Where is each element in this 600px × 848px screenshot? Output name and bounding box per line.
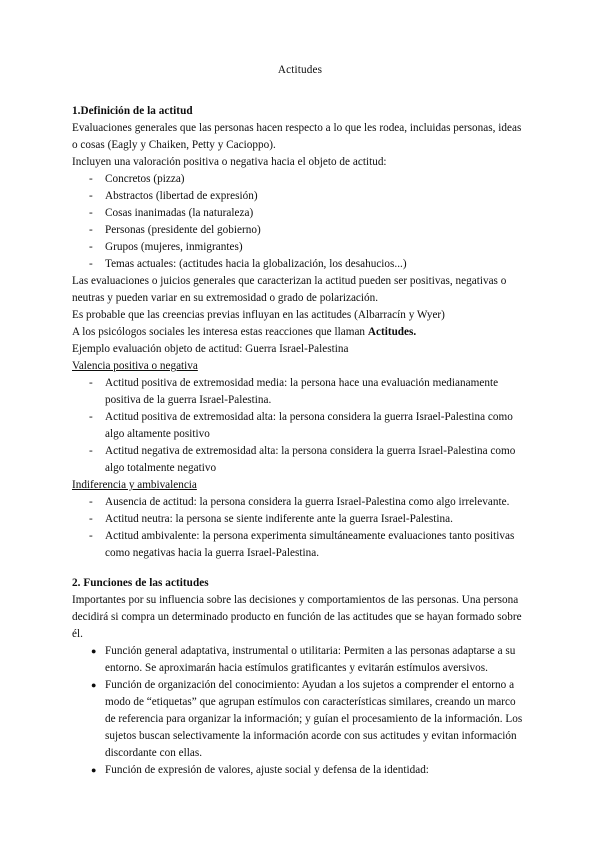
subsection-indiferencia-heading: Indiferencia y ambivalencia: [72, 479, 197, 491]
dash-marker: -: [89, 445, 93, 457]
dash-marker: -: [89, 241, 93, 253]
section-1-heading: 1.Definición de la actitud: [72, 105, 193, 117]
subsection-valencia-list: [72, 375, 528, 477]
dash-marker: -: [89, 258, 93, 270]
list-item-label: Actitud neutra: la persona se siente indiferente ante la guerra Israel-Palestina.: [105, 513, 453, 525]
list-item: [72, 409, 528, 443]
section-1-example-line: Ejemplo evaluación objeto de actitud: Guerra Israel-Palestina: [72, 343, 349, 355]
dash-marker: -: [89, 530, 93, 542]
section-1-paragraph-1: Evaluaciones generales que las personas hacen respecto a lo que les rodea, incluidas personas, ideas o cosas (Eagly y Chaiken, Petty y Cacioppo).: [72, 122, 522, 151]
section-2-paragraph-1: Importantes por su influencia sobre las decisiones y comportamientos de las personas. Una persona decidirá si compra un determinado producto en función de las actitudes que se hayan formado sobre él.: [72, 594, 522, 640]
section-2-functions-list: [72, 643, 528, 779]
list-item-label: Actitud positiva de extremosidad media: la persona hace una evaluación medianamente positiva de la guerra Israel-Palestina.: [105, 377, 499, 406]
list-item: [72, 222, 528, 239]
list-item: [72, 375, 528, 409]
section-1-paragraph-3: Las evaluaciones o juicios generales que caracterizan la actitud pueden ser positivas, negativas o neutras y pueden variar en su extremosidad o grado de polarización.: [72, 275, 507, 304]
list-item: [72, 443, 528, 477]
dash-marker: -: [89, 496, 93, 508]
subsection-indiferencia-heading-row: [72, 477, 528, 494]
section-2-heading: 2. Funciones de las actitudes: [72, 577, 209, 589]
subsection-valencia-heading-row: [72, 358, 528, 375]
dash-marker: -: [89, 207, 93, 219]
dash-marker: -: [89, 190, 93, 202]
dash-marker: -: [89, 513, 93, 525]
list-item-label: Función general adaptativa, instrumental o utilitaria: Permiten a las personas adaptarse a su entorno. Se aproximarán hacia estímulos gratificantes y evitarán estímulos aversivos.: [105, 645, 516, 674]
list-item-label: Actitud ambivalente: la persona experimenta simultáneamente evaluaciones tanto positivas como negativas hacia la guerra Israel-Palestina.: [105, 530, 515, 559]
section-1-object-list: [72, 171, 528, 273]
list-item: [72, 239, 528, 256]
list-item: [72, 205, 528, 222]
subsection-indiferencia-list: [72, 494, 528, 562]
list-item-label: Grupos (mujeres, inmigrantes): [105, 241, 243, 253]
list-item: [72, 494, 528, 511]
list-item-label: Actitud positiva de extremosidad alta: la persona considera la guerra Israel-Palestina como algo altamente positivo: [105, 411, 513, 440]
bullet-marker: ●: [91, 646, 97, 656]
list-item-label: Concretos (pizza): [105, 173, 185, 185]
section-1-psychologists-line: [72, 324, 528, 341]
list-item: [72, 677, 528, 762]
section-1-paragraph-2: Incluyen una valoración positiva o negativa hacia el objeto de actitud:: [72, 156, 387, 168]
dash-marker: -: [89, 224, 93, 236]
bullet-marker: ●: [91, 680, 97, 690]
list-item: [72, 643, 528, 677]
list-item: [72, 188, 528, 205]
dash-marker: -: [89, 411, 93, 423]
bullet-marker: ●: [91, 765, 97, 775]
subsection-valencia-heading: Valencia positiva o negativa: [72, 360, 198, 372]
psychologists-line-bold: Actitudes.: [367, 326, 417, 338]
list-item-label: Temas actuales: (actitudes hacia la globalización, los desahucios...): [105, 258, 407, 270]
list-item-label: Actitud negativa de extremosidad alta: la persona considera la guerra Israel-Palestina como algo totalmente negativo: [105, 445, 516, 474]
list-item: [72, 762, 528, 779]
document-title: Actitudes: [277, 64, 323, 76]
list-item-label: Cosas inanimadas (la naturaleza): [105, 207, 254, 219]
list-item-label: Personas (presidente del gobierno): [105, 224, 261, 236]
psychologists-line-prefix: A los psicólogos sociales les interesa estas reacciones que llaman: [72, 326, 368, 338]
list-item: [72, 256, 528, 273]
list-item-label: Función de organización del conocimiento: Ayudan a los sujetos a comprender el entorno a modo de “etiquetas” que agrupan estímulos con características similares, creando un marco de referencia para organizar la información; y guían el procesamiento de la información. Los sujetos buscan selectivamente la información acorde con sus actitudes y evitan información discordante con ellas.: [105, 679, 523, 759]
section-1-paragraph-4: Es probable que las creencias previas influyan en las actitudes (Albarracín y Wyer): [72, 309, 445, 321]
list-item-label: Ausencia de actitud: la persona considera la guerra Israel-Palestina como algo irrelevante.: [105, 496, 510, 508]
list-item-label: Abstractos (libertad de expresión): [105, 190, 258, 202]
list-item: [72, 511, 528, 528]
list-item-label: Función de expresión de valores, ajuste social y defensa de la identidad:: [105, 764, 429, 776]
dash-marker: -: [89, 377, 93, 389]
list-item: [72, 528, 528, 562]
section-spacer: [72, 562, 528, 575]
list-item: [72, 171, 528, 188]
dash-marker: -: [89, 173, 93, 185]
